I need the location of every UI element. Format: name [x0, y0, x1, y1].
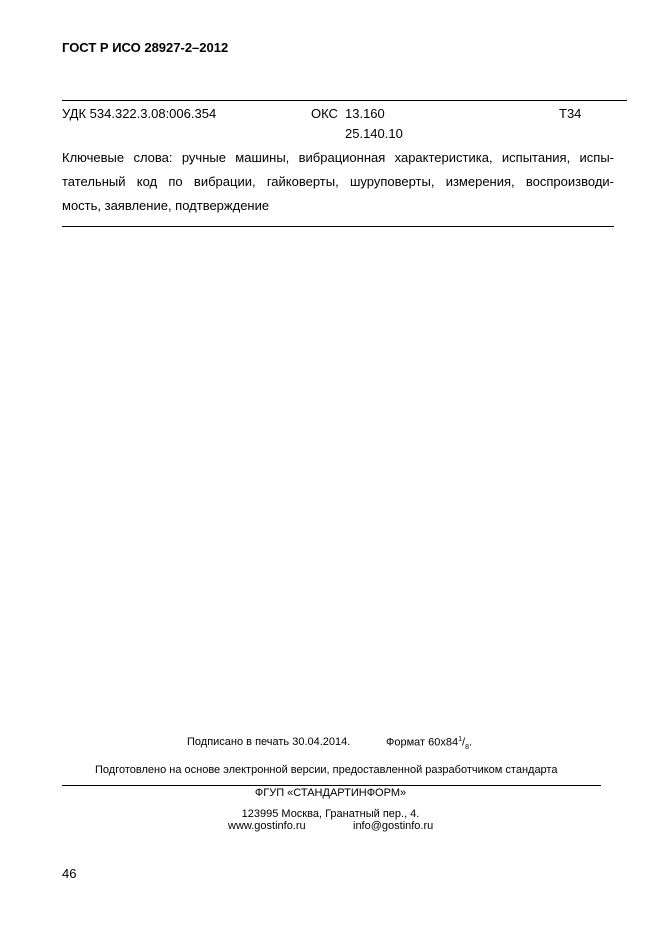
prepared-note: Подготовлено на основе электронной версии, предоставленной разработчиком стандарта	[95, 764, 558, 776]
format-suffix: .	[468, 736, 473, 749]
publisher-email: info@gostinfo.ru	[353, 820, 434, 832]
keywords-line: Ключевые слова: ручные машины, вибрационная характеристика, испытания, испы-	[62, 150, 614, 165]
keywords-line: мость, заявление, подтверждение	[62, 198, 270, 213]
keywords-divider	[62, 226, 614, 227]
imprint-divider	[62, 785, 601, 786]
okstu-code: Т34	[559, 106, 582, 121]
publisher-name: ФГУП «СТАНДАРТИНФОРМ»	[254, 787, 407, 799]
keywords-line: тательный код по вибрации, гайковерты, шуруповерты, измерения, воспроизводи-	[62, 174, 614, 189]
oks-code: 13.160	[345, 106, 385, 121]
signed-date: Подписано в печать 30.04.2014.	[187, 736, 351, 748]
udk-code: УДК 534.322.3.08:006.354	[62, 106, 217, 121]
top-divider	[62, 100, 627, 101]
print-format: Формат $60x84^1/_8$.	[386, 736, 473, 751]
format-numerator: 1	[458, 736, 463, 743]
publisher-address: 123995 Москва, Гранатный пер., 4.	[241, 808, 420, 820]
publisher-website: www.gostinfo.ru	[228, 820, 306, 832]
page-number: 46	[62, 866, 77, 881]
document-title: ГОСТ Р ИСО 28927-2–2012	[62, 40, 229, 55]
format-denominator: 8	[465, 743, 469, 751]
oks-code: 25.140.10	[345, 126, 403, 141]
oks-label: ОКС	[311, 106, 338, 121]
format-prefix: Формат 60x84	[386, 736, 459, 749]
